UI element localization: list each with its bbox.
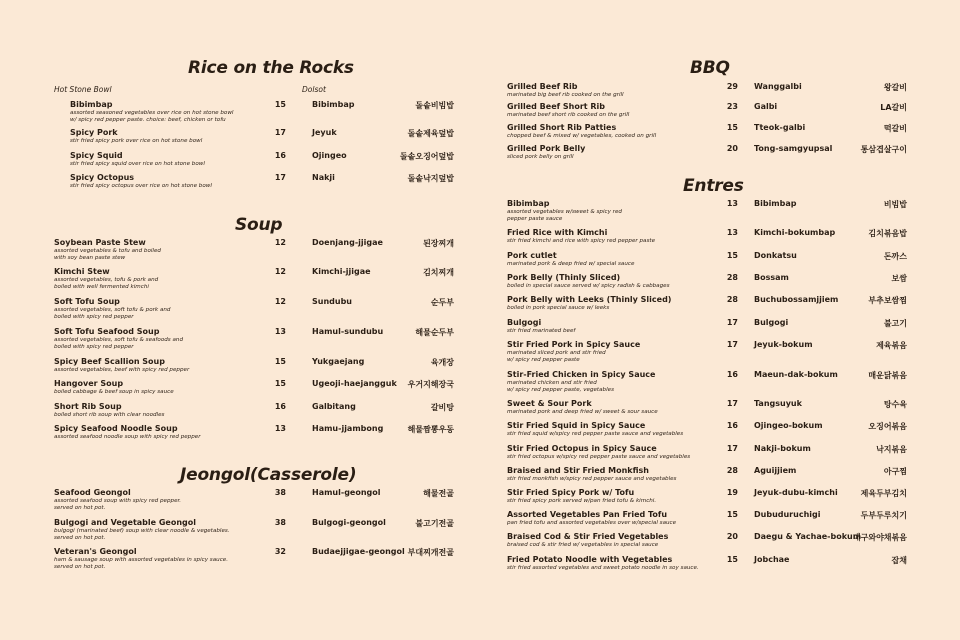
item-price: 28 xyxy=(726,273,738,282)
item-korean: LA갈비 xyxy=(880,103,907,112)
item-korean: 김치찌개 xyxy=(423,268,454,277)
item-price: 38 xyxy=(274,488,286,497)
item-name: Pork Belly (Thinly Sliced) xyxy=(507,273,621,282)
item-korean: 비빔밥 xyxy=(883,200,907,209)
item-korean: 돌솥제육덮밥 xyxy=(407,129,454,138)
section-title-soup: Soup xyxy=(235,215,283,235)
item-desc: boiled in pork special sauce w/ leeks xyxy=(507,304,610,311)
item-price: 16 xyxy=(274,151,286,160)
item-desc: ham & sausage soup with assorted vegetables in spicy sauce. served on hot pot. xyxy=(54,556,228,570)
item-romanized: Ojingeo-bokum xyxy=(754,421,823,430)
item-korean: 돌솥비빔밥 xyxy=(415,101,454,110)
item-romanized: Kimchi-jjigae xyxy=(312,267,371,276)
item-desc: stir fried squid w/spicy red pepper paste sauce and vegetables xyxy=(507,430,684,437)
item-romanized: Daegu & Yachae-bokum xyxy=(754,532,862,541)
item-price: 20 xyxy=(726,532,738,541)
item-price: 16 xyxy=(726,370,738,379)
item-price: 17 xyxy=(726,444,738,453)
item-korean: 떡갈비 xyxy=(883,124,907,133)
item-korean: 제육두부김치 xyxy=(860,489,907,498)
item-price: 13 xyxy=(726,228,738,237)
item-korean: 통삼겹살구이 xyxy=(860,145,907,154)
section-title-entres: Entres xyxy=(683,176,744,196)
item-romanized: Bossam xyxy=(754,273,789,282)
item-romanized: Jobchae xyxy=(754,555,790,564)
item-desc: marinated pork and deep fried w/ sweet & sour sauce xyxy=(507,408,658,415)
item-korean: 보쌈 xyxy=(891,274,907,283)
item-name: Soft Tofu Soup xyxy=(54,297,120,306)
item-price: 29 xyxy=(726,82,738,91)
item-desc: assorted vegetables, soft tofu & pork and boiled with spicy red pepper xyxy=(54,306,171,320)
item-desc: stir fried assorted vegetables and sweet potato noodle in soy sauce. xyxy=(507,564,699,571)
item-korean: 두부두루치기 xyxy=(860,511,907,520)
item-romanized: Budaejjigae-geongol xyxy=(312,547,405,556)
item-desc: bulgogi (marinated beef) soup with clear noodle & vegetables. served on hot pot. xyxy=(54,527,230,541)
item-price: 16 xyxy=(726,421,738,430)
item-price: 15 xyxy=(726,555,738,564)
item-romanized: Buchubossamjjiem xyxy=(754,295,839,304)
item-price: 12 xyxy=(274,238,286,247)
item-romanized: Hamul-geongol xyxy=(312,488,381,497)
item-price: 15 xyxy=(726,510,738,519)
item-korean: 해물순두부 xyxy=(415,328,454,337)
item-name: Braised Cod & Stir Fried Vegetables xyxy=(507,532,669,541)
item-name: Short Rib Soup xyxy=(54,402,122,411)
item-name: Braised and Stir Fried Monkfish xyxy=(507,466,649,475)
item-korean: 왕갈비 xyxy=(883,83,907,92)
item-korean: 매운닭볶음 xyxy=(868,371,907,380)
item-name: Stir Fried Squid in Spicy Sauce xyxy=(507,421,646,430)
item-romanized: Galbi xyxy=(754,102,778,111)
item-desc: boiled cabbage & beef soup in spicy sauce xyxy=(54,388,174,395)
item-korean: 돌솥오징어덮밥 xyxy=(399,152,454,161)
item-desc: chopped beef & mixed w/ vegetables, cooked on grill xyxy=(507,132,657,139)
item-romanized: Doenjang-jjigae xyxy=(312,238,383,247)
item-price: 28 xyxy=(726,466,738,475)
item-name: Veteran's Geongol xyxy=(54,547,137,556)
menu-item xyxy=(0,199,907,225)
item-name: Stir-Fried Chicken in Spicy Sauce xyxy=(507,370,656,379)
item-name: Fried Potato Noodle with Vegetables xyxy=(507,555,673,564)
item-korean: 된장찌개 xyxy=(423,239,454,248)
item-desc: stir fried marinated beef xyxy=(507,327,576,334)
item-korean: 부추보쌈찜 xyxy=(868,296,907,305)
item-price: 17 xyxy=(274,173,286,182)
item-price: 13 xyxy=(274,327,286,336)
item-korean: 부대찌개전골 xyxy=(407,548,454,557)
item-desc: pan fried tofu and assorted vegetables over w/special sauce xyxy=(507,519,677,526)
item-name: Spicy Seafood Noodle Soup xyxy=(54,424,178,433)
item-desc: marinated sliced pork and stir fried w/ spicy red pepper paste xyxy=(507,349,606,363)
item-price: 32 xyxy=(274,547,286,556)
item-name: Stir Fried Spicy Pork w/ Tofu xyxy=(507,488,635,497)
item-desc: stir fried monkfish w/spicy red pepper sauce and vegetables xyxy=(507,475,677,482)
item-desc: assorted vegetables & tofu and boiled with soy bean paste stew xyxy=(54,247,161,261)
item-price: 17 xyxy=(726,340,738,349)
item-desc: marinated big beef rib cooked on the grill xyxy=(507,91,624,98)
menu-item xyxy=(0,370,907,396)
item-romanized: Ojingeo xyxy=(312,151,347,160)
item-price: 15 xyxy=(726,123,738,132)
item-romanized: Jeyuk-bokum xyxy=(754,340,813,349)
menu-item xyxy=(0,173,454,199)
item-desc: stir fried spicy pork served w/pan fried tofu & kimchi. xyxy=(507,497,657,504)
item-desc: assorted vegetables, tofu & pork and boiled with well fermented kimchi xyxy=(54,276,159,290)
item-price: 20 xyxy=(726,144,738,153)
item-price: 13 xyxy=(726,199,738,208)
item-desc: boiled short rib soup with clear noodles xyxy=(54,411,165,418)
item-romanized: Wanggalbi xyxy=(754,82,802,91)
item-name: Stir Fried Octopus in Spicy Sauce xyxy=(507,444,657,453)
item-name: Bulgogi and Vegetable Geongol xyxy=(54,518,196,527)
item-name: Spicy Octopus xyxy=(70,173,135,182)
item-price: 15 xyxy=(274,379,286,388)
item-korean: 해물전골 xyxy=(423,489,454,498)
item-price: 17 xyxy=(274,128,286,137)
item-romanized: Tong-samgyupsal xyxy=(754,144,833,153)
item-name: Spicy Squid xyxy=(70,151,123,160)
item-desc: assorted seasoned vegetables over rice on hot stone bowl w/ spicy red pepper paste. choice: beef, chicken or tofu xyxy=(70,109,234,123)
item-korean: 탕수육 xyxy=(883,400,907,409)
item-romanized: Maeun-dak-bokum xyxy=(754,370,838,379)
item-romanized: Jeyuk xyxy=(312,128,337,137)
item-name: Soft Tofu Seafood Soup xyxy=(54,327,160,336)
item-name: Spicy Pork xyxy=(70,128,118,137)
item-korean: 아구찜 xyxy=(883,467,907,476)
item-price: 15 xyxy=(274,357,286,366)
item-name: Hangover Soup xyxy=(54,379,124,388)
item-korean: 육개장 xyxy=(430,358,454,367)
item-desc: stir fried spicy pork over rice on hot stone bowl xyxy=(70,137,203,144)
item-price: 38 xyxy=(274,518,286,527)
item-korean: 돌솥낙지덮밥 xyxy=(407,174,454,183)
item-korean: 잡채 xyxy=(891,556,907,565)
item-korean: 우거지해장국 xyxy=(407,380,454,389)
item-name: Pork cutlet xyxy=(507,251,557,260)
item-romanized: Nakji xyxy=(312,173,335,182)
item-romanized: Yukgaejang xyxy=(312,357,365,366)
item-romanized: Donkatsu xyxy=(754,251,797,260)
item-name: Grilled Pork Belly xyxy=(507,144,586,153)
item-desc: assorted seafood soup with spicy red pepper. served on hot pot. xyxy=(54,497,182,511)
item-korean: 갈비탕 xyxy=(430,403,454,412)
item-desc: stir fried kimchi and rice with spicy red pepper paste xyxy=(507,237,656,244)
item-romanized: Galbitang xyxy=(312,402,356,411)
item-romanized: Bibimbap xyxy=(312,100,355,109)
item-korean: 제육볶음 xyxy=(876,341,907,350)
item-price: 12 xyxy=(274,297,286,306)
item-name: Soybean Paste Stew xyxy=(54,238,146,247)
item-romanized: Dubuduruchigi xyxy=(754,510,821,519)
item-name: Assorted Vegetables Pan Fried Tofu xyxy=(507,510,668,519)
item-name: Bibimbap xyxy=(70,100,113,109)
item-romanized: Nakji-bokum xyxy=(754,444,811,453)
subhead-dolsot: Dolsot xyxy=(302,85,326,94)
item-desc: sliced pork belly on grill xyxy=(507,153,574,160)
item-name: Fried Rice with Kimchi xyxy=(507,228,608,237)
item-price: 23 xyxy=(726,102,738,111)
item-desc: assorted vegetables, soft tofu & seafoods and boiled with spicy red pepper xyxy=(54,336,184,350)
item-desc: marinated chicken and stir fried w/ spicy red pepper paste, vegetables xyxy=(507,379,615,393)
item-romanized: Jeyuk-dubu-kimchi xyxy=(754,488,838,497)
item-name: Kimchi Stew xyxy=(54,267,110,276)
item-name: Grilled Beef Short Rib xyxy=(507,102,606,111)
item-price: 17 xyxy=(726,318,738,327)
item-romanized: Hamul-sundubu xyxy=(312,327,384,336)
item-price: 12 xyxy=(274,267,286,276)
item-desc: stir fried spicy octopus over rice on hot stone bowl xyxy=(70,182,212,189)
subhead-hot-stone-bowl: Hot Stone Bowl xyxy=(54,85,112,94)
item-price: 28 xyxy=(726,295,738,304)
item-price: 15 xyxy=(726,251,738,260)
item-desc: braised cod & stir fried w/ vegetables in special sauce xyxy=(507,541,659,548)
item-price: 13 xyxy=(274,424,286,433)
item-romanized: Hamu-jjambong xyxy=(312,424,384,433)
section-title-rice: Rice on the Rocks xyxy=(188,58,354,78)
menu-item xyxy=(0,555,907,581)
item-name: Bulgogi xyxy=(507,318,542,327)
item-korean: 낙지볶음 xyxy=(876,445,907,454)
item-desc: assorted vegetables, beef with spicy red pepper xyxy=(54,366,190,373)
item-romanized: Aguijjiem xyxy=(754,466,797,475)
item-korean: 오징어볶음 xyxy=(868,422,907,431)
item-price: 15 xyxy=(274,100,286,109)
item-romanized: Tangsuyuk xyxy=(754,399,802,408)
item-korean: 대구와야채볶음 xyxy=(852,533,907,542)
item-romanized: Sundubu xyxy=(312,297,352,306)
item-name: Spicy Beef Scallion Soup xyxy=(54,357,165,366)
item-price: 19 xyxy=(726,488,738,497)
section-title-jeongol: Jeongol(Casserole) xyxy=(180,465,357,485)
item-desc: stir fried octopus w/spicy red pepper paste sauce and vegetables xyxy=(507,453,691,460)
item-price: 17 xyxy=(726,399,738,408)
item-desc: stir fried spicy squid over rice on hot stone bowl xyxy=(70,160,205,167)
item-name: Grilled Beef Rib xyxy=(507,82,578,91)
item-romanized: Bulgogi xyxy=(754,318,789,327)
item-desc: assorted vegetables w/sweet & spicy red pepper paste sauce xyxy=(507,208,622,222)
item-name: Pork Belly with Leeks (Thinly Sliced) xyxy=(507,295,672,304)
item-korean: 불고기 xyxy=(883,319,907,328)
section-title-bbq: BBQ xyxy=(690,58,730,78)
item-korean: 돈까스 xyxy=(883,252,907,261)
item-korean: 불고기전골 xyxy=(415,519,454,528)
item-name: Sweet & Sour Pork xyxy=(507,399,592,408)
menu-item xyxy=(0,144,907,170)
item-romanized: Ugeoji-haejangguk xyxy=(312,379,397,388)
menu-item xyxy=(0,340,907,366)
item-price: 16 xyxy=(274,402,286,411)
item-korean: 김치볶음밥 xyxy=(868,229,907,238)
item-desc: boiled in special sauce served w/ spicy radish & cabbages xyxy=(507,282,670,289)
item-desc: marinated pork & deep fried w/ special sauce xyxy=(507,260,635,267)
item-romanized: Kimchi-bokumbap xyxy=(754,228,836,237)
item-romanized: Bibimbap xyxy=(754,199,797,208)
item-romanized: Tteok-galbi xyxy=(754,123,806,132)
item-name: Bibimbap xyxy=(507,199,550,208)
item-korean: 순두부 xyxy=(430,298,454,307)
item-name: Grilled Short Rib Patties xyxy=(507,123,617,132)
item-name: Stir Fried Pork in Spicy Sauce xyxy=(507,340,641,349)
item-name: Seafood Geongol xyxy=(54,488,131,497)
item-desc: assorted seafood noodle soup with spicy red pepper xyxy=(54,433,201,440)
item-desc: marinated beef short rib cooked on the grill xyxy=(507,111,630,118)
item-romanized: Bulgogi-geongol xyxy=(312,518,386,527)
item-korean: 해물짬뽕우동 xyxy=(407,425,454,434)
